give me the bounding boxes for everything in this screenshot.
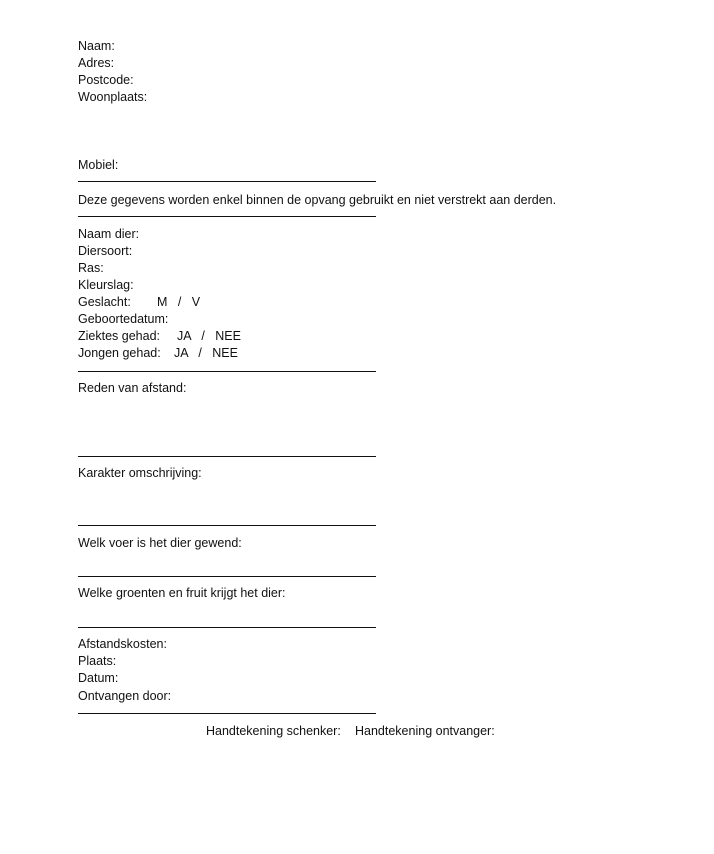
- field-afstandskosten: Afstandskosten:: [78, 637, 167, 651]
- divider-line: [78, 525, 376, 526]
- field-reden-van-afstand: Reden van afstand:: [78, 381, 187, 395]
- field-datum: Datum:: [78, 671, 119, 685]
- field-ziektes-gehad: Ziektes gehad:: [78, 329, 160, 343]
- divider-line: [78, 576, 376, 577]
- signature-ontvanger: Handtekening ontvanger:: [355, 724, 495, 738]
- field-diersoort: Diersoort:: [78, 244, 133, 258]
- field-ras: Ras:: [78, 261, 104, 275]
- field-karakter-omschrijving: Karakter omschrijving:: [78, 466, 202, 480]
- field-jongen-gehad: Jongen gehad:: [78, 346, 161, 360]
- jongen-options: JA / NEE: [174, 346, 238, 360]
- divider-line: [78, 627, 376, 628]
- field-voer: Welk voer is het dier gewend:: [78, 536, 242, 550]
- divider-line: [78, 181, 376, 182]
- geslacht-options: M / V: [157, 295, 201, 309]
- field-groenten-fruit: Welke groenten en fruit krijgt het dier:: [78, 586, 286, 600]
- divider-line: [78, 456, 376, 457]
- ziektes-options: JA / NEE: [177, 329, 241, 343]
- field-ontvangen-door: Ontvangen door:: [78, 689, 172, 703]
- field-geboortedatum: Geboortedatum:: [78, 312, 169, 326]
- divider-line: [78, 713, 376, 714]
- divider-line: [78, 371, 376, 372]
- privacy-note: Deze gegevens worden enkel binnen de opvang gebruikt en niet verstrekt aan derden.: [78, 193, 557, 207]
- field-plaats: Plaats:: [78, 654, 117, 668]
- field-geslacht: Geslacht:: [78, 295, 131, 309]
- divider-line: [78, 216, 376, 217]
- field-naam-dier: Naam dier:: [78, 227, 140, 241]
- signature-schenker: Handtekening schenker:: [206, 724, 341, 738]
- field-naam: Naam:: [78, 39, 115, 53]
- field-mobiel: Mobiel:: [78, 158, 119, 172]
- field-postcode: Postcode:: [78, 73, 134, 87]
- field-woonplaats: Woonplaats:: [78, 90, 148, 104]
- field-kleurslag: Kleurslag:: [78, 278, 134, 292]
- field-adres: Adres:: [78, 56, 115, 70]
